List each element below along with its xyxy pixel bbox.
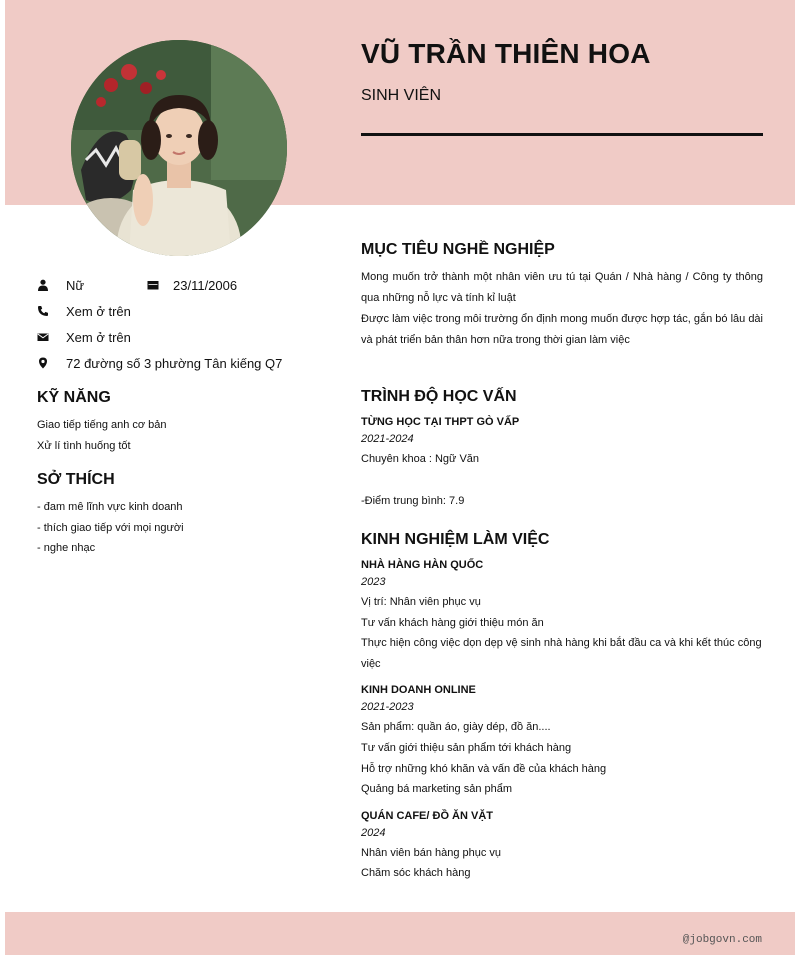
profile-photo-illustration <box>71 40 287 256</box>
job-duty: Nhân viên bán hàng phục vụ <box>361 846 502 859</box>
experience-section <box>361 531 763 892</box>
footer-band <box>5 912 795 955</box>
job-period: 2023 <box>361 576 386 588</box>
objective-paragraph: Mong muốn trở thành một nhân viên ưu tú tại Quán / Nhà hàng / Công ty thông qua những nỗ lực và tính kỉ luật <box>361 271 763 304</box>
skills-title: KỸ NĂNG <box>37 389 111 406</box>
profile-photo <box>71 40 287 256</box>
education-title: TRÌNH ĐỘ HỌC VẤN <box>361 388 517 405</box>
objective-paragraph: Được làm việc trong môi trường ổn định mong muốn được hợp tác, gắn bó lâu dài và phát triển bản thân hơn nữa trong thời gian làm việc <box>361 313 763 346</box>
email-value: Xem ở trên <box>66 329 131 345</box>
job-duty: Chăm sóc khách hàng <box>361 867 471 880</box>
hobby-item: - đam mê lĩnh vực kinh doanh <box>37 501 183 513</box>
gender-dob-row <box>37 272 327 298</box>
dob-cell <box>147 278 237 293</box>
candidate-role: SINH VIÊN <box>361 87 442 104</box>
education-period: 2021-2024 <box>361 433 414 445</box>
job-period: 2021-2023 <box>361 701 414 714</box>
objective-title: MỤC TIÊU NGHỀ NGHIỆP <box>361 241 555 258</box>
job-duty: Sản phẩm: quần áo, giày dép, đồ ăn.... <box>361 721 551 734</box>
job-duty: Vị trí: Nhân viên phục vụ <box>361 596 481 608</box>
address-value: 72 đường số 3 phường Tân kiếng Q7 <box>66 355 283 371</box>
hobbies-title: SỞ THÍCH <box>37 471 115 488</box>
footer-credit: @jobgovn.com <box>682 934 762 946</box>
education-gpa: -Điểm trung bình: 7.9 <box>361 494 465 507</box>
calendar-icon <box>147 279 159 291</box>
job-entry <box>361 808 763 884</box>
job-duty: Tư vấn khách hàng giới thiệu món ăn <box>361 616 544 629</box>
job-org: QUÁN CAFE/ ĐỒ ĂN VẶT <box>361 809 493 822</box>
job-duty: Thực hiện công việc dọn dẹp vệ sinh nhà hàng khi bắt đầu ca và khi kết thúc công việc <box>361 637 762 670</box>
address-row <box>37 350 327 376</box>
person-icon <box>37 279 49 291</box>
hobby-item: - nghe nhạc <box>37 542 96 554</box>
job-duty: Hỗ trợ những khó khăn và vấn đề của khách hàng <box>361 762 607 775</box>
job-entry <box>361 682 763 799</box>
gender-value: Nữ <box>66 277 85 293</box>
phone-row <box>37 298 327 324</box>
email-row <box>37 324 327 350</box>
skill-item: Xử lí tình huống tốt <box>37 439 131 452</box>
gender-cell <box>37 278 147 293</box>
header-divider <box>361 133 763 136</box>
phone-value: Xem ở trên <box>66 303 131 319</box>
hobbies-section <box>37 471 327 559</box>
envelope-icon <box>37 331 49 343</box>
job-duty: Tư vấn giới thiệu sản phẩm tới khách hàng <box>361 741 572 754</box>
objective-section <box>361 241 763 351</box>
job-duty: Quảng bá marketing sản phẩm <box>361 783 513 796</box>
education-major: Chuyên khoa : Ngữ Văn <box>361 453 480 465</box>
hobby-item: - thích giao tiếp với mọi người <box>37 521 184 534</box>
job-period: 2024 <box>361 826 386 839</box>
experience-title: KINH NGHIỆM LÀM VIỆC <box>361 531 550 548</box>
map-pin-icon <box>37 357 49 369</box>
dob-value: 23/11/2006 <box>173 277 238 293</box>
education-school: TỪNG HỌC TẠI THPT GÒ VẤP <box>361 416 520 428</box>
contact-info <box>37 272 327 376</box>
skill-item: Giao tiếp tiếng anh cơ bản <box>37 419 167 431</box>
education-section <box>361 388 763 511</box>
candidate-name: VŨ TRẦN THIÊN HOA <box>361 38 651 69</box>
skills-section <box>37 389 327 456</box>
job-org: KINH DOANH ONLINE <box>361 684 476 697</box>
job-entry <box>361 557 763 674</box>
spacer <box>361 470 763 491</box>
job-org: NHÀ HÀNG HÀN QUỐC <box>361 559 484 571</box>
phone-icon <box>37 305 49 317</box>
